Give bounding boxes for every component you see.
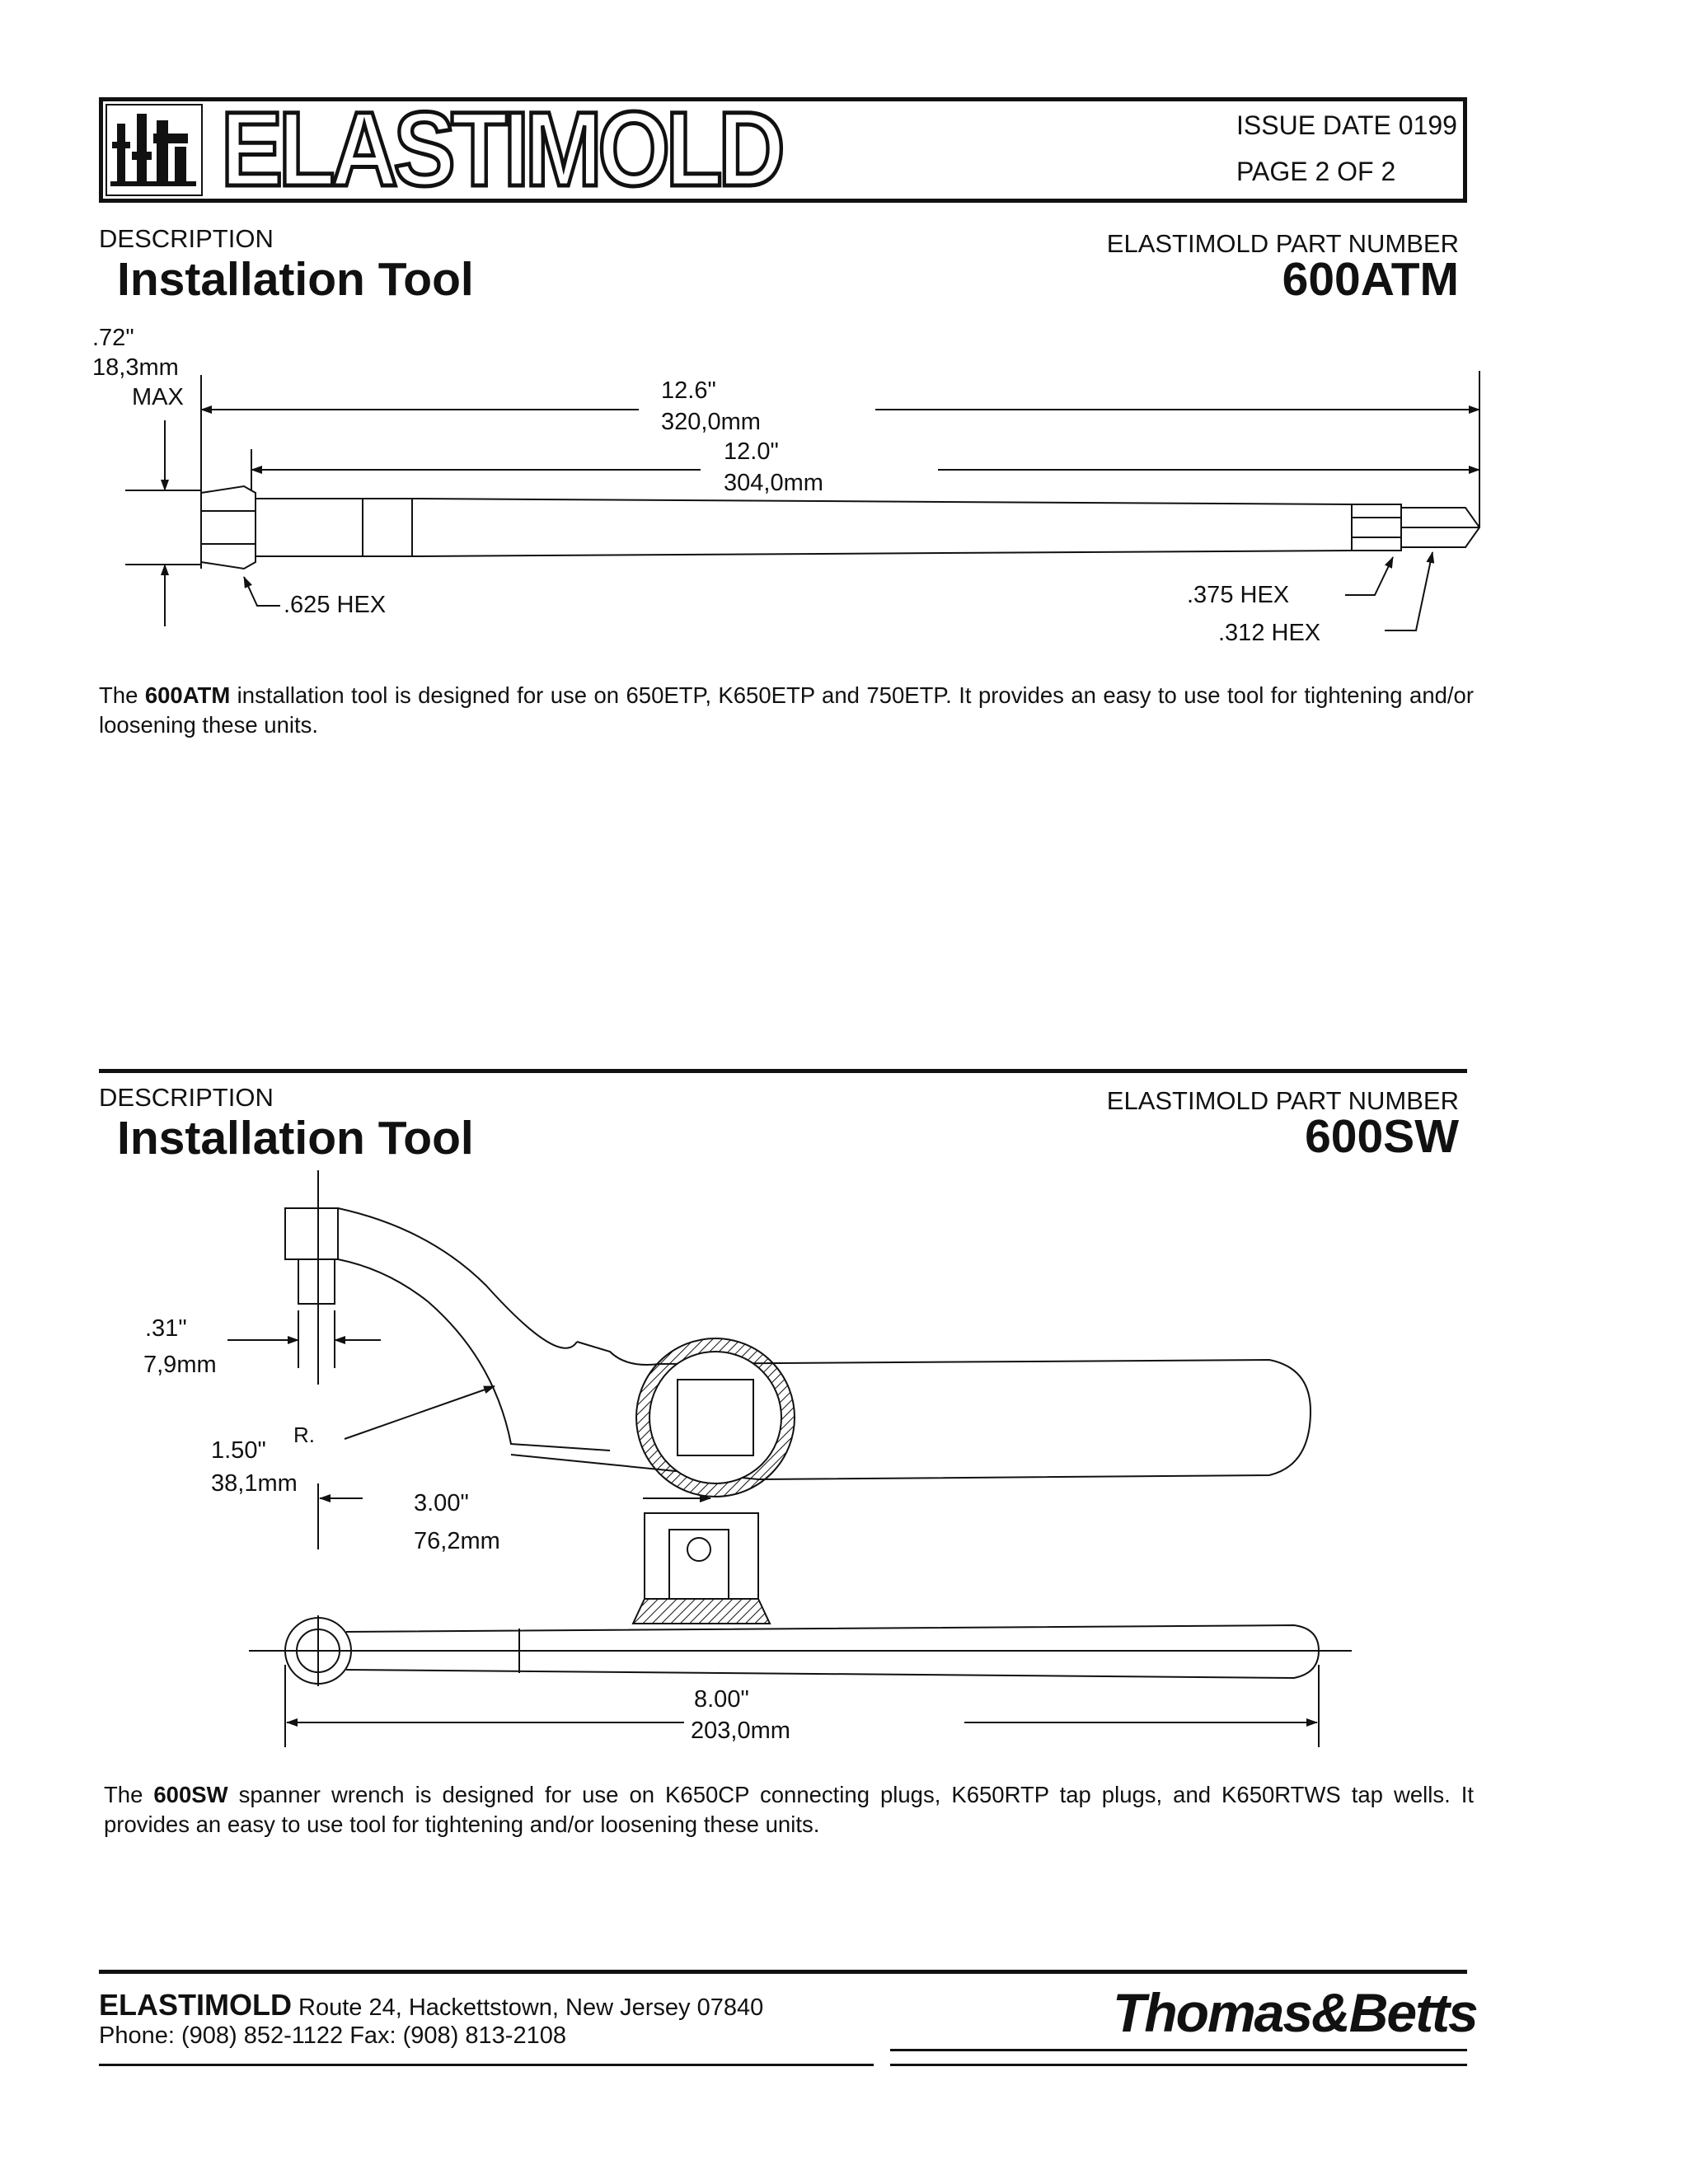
para1-lead: The — [99, 682, 145, 708]
footer-rule — [99, 1970, 1467, 1974]
thomas-betts-logo: Thomas&Betts — [1113, 1982, 1477, 2043]
footer-address: Route 24, Hackettstown, New Jersey 07840 — [291, 1994, 764, 2021]
sw-pin-in: .31" — [145, 1315, 187, 1342]
atm-len1-in: 12.6" — [661, 377, 716, 404]
sw-radius-in: 1.50" — [211, 1437, 266, 1464]
atm-dia-in: .72" — [92, 325, 134, 351]
section1-part-number: 600ATM — [1282, 253, 1459, 306]
section2-title: Installation Tool — [117, 1112, 474, 1165]
footer-phone: Phone: (908) 852-1122 Fax: (908) 813-2108 — [99, 2022, 566, 2049]
sw-len-mm: 203,0mm — [691, 1718, 790, 1744]
page-number: PAGE 2 OF 2 — [1236, 157, 1396, 186]
sw-offset-mm: 76,2mm — [414, 1528, 500, 1554]
atm-len1-mm: 320,0mm — [661, 409, 761, 435]
footer-address-line — [99, 1988, 763, 2022]
footer-base-line — [99, 2064, 874, 2066]
sw-pin-mm: 7,9mm — [143, 1352, 217, 1378]
atm-dia-max: MAX — [132, 384, 184, 410]
para1-part: 600ATM — [144, 682, 231, 708]
section2-part-label: ELASTIMOLD PART NUMBER — [1106, 1086, 1459, 1115]
section2-part-number: 600SW — [1305, 1110, 1459, 1163]
sw-radius-mm: 38,1mm — [211, 1470, 298, 1497]
atm-hex-625: .625 HEX — [284, 592, 387, 618]
atm-len2-in: 12.0" — [724, 438, 779, 465]
sw-len-in: 8.00" — [694, 1686, 749, 1713]
atm-hex-375: .375 HEX — [1187, 582, 1290, 608]
para2-lead: The — [104, 1782, 154, 1807]
atm-hex-312: .312 HEX — [1218, 620, 1321, 646]
sw-radius-label: R. — [293, 1422, 315, 1447]
para2-part: 600SW — [153, 1782, 228, 1807]
footer-logo-line-2 — [890, 2064, 1467, 2066]
issue-date: ISSUE DATE 0199 — [1236, 110, 1457, 140]
sw-offset-in: 3.00" — [414, 1490, 469, 1516]
section1-desc-label: DESCRIPTION — [99, 224, 274, 253]
footer-brand: ELASTIMOLD — [99, 1988, 292, 2022]
atm-dia-mm: 18,3mm — [92, 354, 179, 381]
para1-text: installation tool is designed for use on 650ETP, K650ETP and 750ETP. It provides an easy to use tool for tightening and/or loosening these units. — [99, 682, 1474, 738]
brand-wordmark: ELASTIMOLD — [221, 91, 781, 209]
section1-title: Installation Tool — [117, 253, 474, 306]
footer-logo-line-1 — [890, 2049, 1467, 2051]
section2-desc-label: DESCRIPTION — [99, 1083, 274, 1112]
section1-part-label: ELASTIMOLD PART NUMBER — [1106, 229, 1459, 258]
section2-description — [104, 1780, 1474, 1840]
atm-len2-mm: 304,0mm — [724, 470, 823, 496]
para2-text: spanner wrench is designed for use on K650CP connecting plugs, K650RTP tap plugs, and K650RTWS tap wells. It provides an easy to use tool for tightening and/or loosening these units. — [104, 1782, 1474, 1837]
